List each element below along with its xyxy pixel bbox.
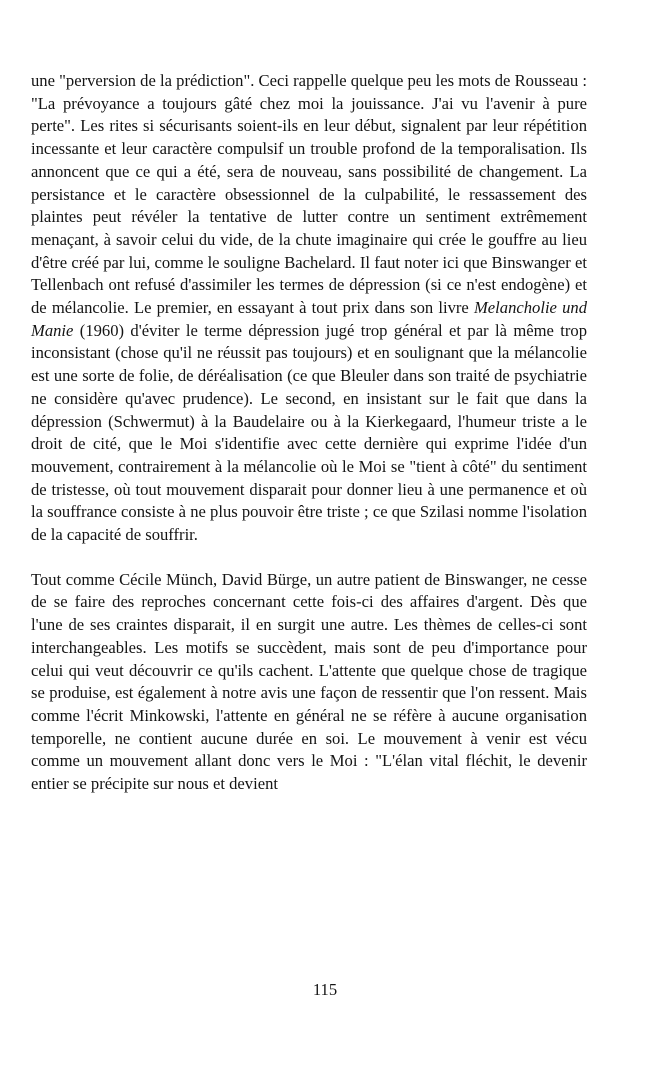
page-body <box>31 70 587 796</box>
paragraph-1-part-2: (1960) d'éviter le terme dépression jugé trop général et par là même trop inconsistant (chose qu'il ne réussit pas toujours) et en soulignant que la mélancolie est une sorte de folie, de déréalisation (ce que Bleuler dans son traité de psychiatrie ne considère qu'avec prudence). Le second, en insistant sur le fait que dans la dépression (Schwermut) à la Baudelaire ou à la Kierkegaard, l'humeur triste a le droit de cité, que le Moi s'identifie avec cette dernière qui exprime l'idée d'un mouvement, contrairement à la mélancolie où le Moi se "tient à côté" du sentiment de tristesse, où tout mouvement disparait pour donner lieu à une permanence et où la souffrance consiste à ne plus pouvoir être triste ; ce que Szilasi nomme l'isolation de la capacité de souffrir. <box>31 320 587 545</box>
page-number: 115 <box>312 980 338 999</box>
paragraph-1-part-1: une "perversion de la prédiction". Ceci rappelle quelque peu les mots de Rousseau : "La prévoyance a toujours gâté chez moi la jouissance. J'ai vu l'avenir à pure perte". Les rites si sécurisants soient-ils en leur début, signalent par leur répétition incessante et leur caractère compulsif un trouble profond de la temporalisation. Ils annoncent que ce qui a été, sera de nouveau, sans possibilité de changement. La persistance et le caractère obsessionnel de la culpabilité, le ressassement des plaintes peut révéler la tentative de lutter contre un sentiment extrêmement menaçant, à savoir celui du vide, de la chute imaginaire qui crée le gouffre au lieu d'être créé par lui, comme le souligne Bachelard. Il faut noter ici que Binswanger et Tellenbach ont refusé d'assimiler les termes de dépression (si ce n'est endogène) et de mélancolie. Le premier, en essayant à tout prix dans son livre <box>31 71 587 318</box>
paragraph-2: Tout comme Cécile Münch, David Bürge, un autre patient de Binswanger, ne cesse de se faire des reproches concernant cette fois-ci des affaires d'argent. Dès que l'une de ses craintes disparait, il en surgit une autre. Les thèmes de celles-ci sont interchangeables. Les motifs se succèdent, mais sont de peu d'importance pour celui qui veut découvrir ce qu'ils cachent. L'attente que quelque chose de tragique se produise, est également à notre avis une façon de ressentir que l'on ressent. Mais comme l'écrit Minkowski, l'attente en général ne se réfère à aucune organisation temporelle, ne contient aucune durée en soi. Le mouvement à venir est vécu comme un mouvement allant donc vers le Moi : "L'élan vital fléchit, le devenir entier se précipite sur nous et devient <box>31 569 587 794</box>
book-title-reference: Melancholie und Manie <box>31 298 587 340</box>
paragraph-1 <box>31 70 587 547</box>
